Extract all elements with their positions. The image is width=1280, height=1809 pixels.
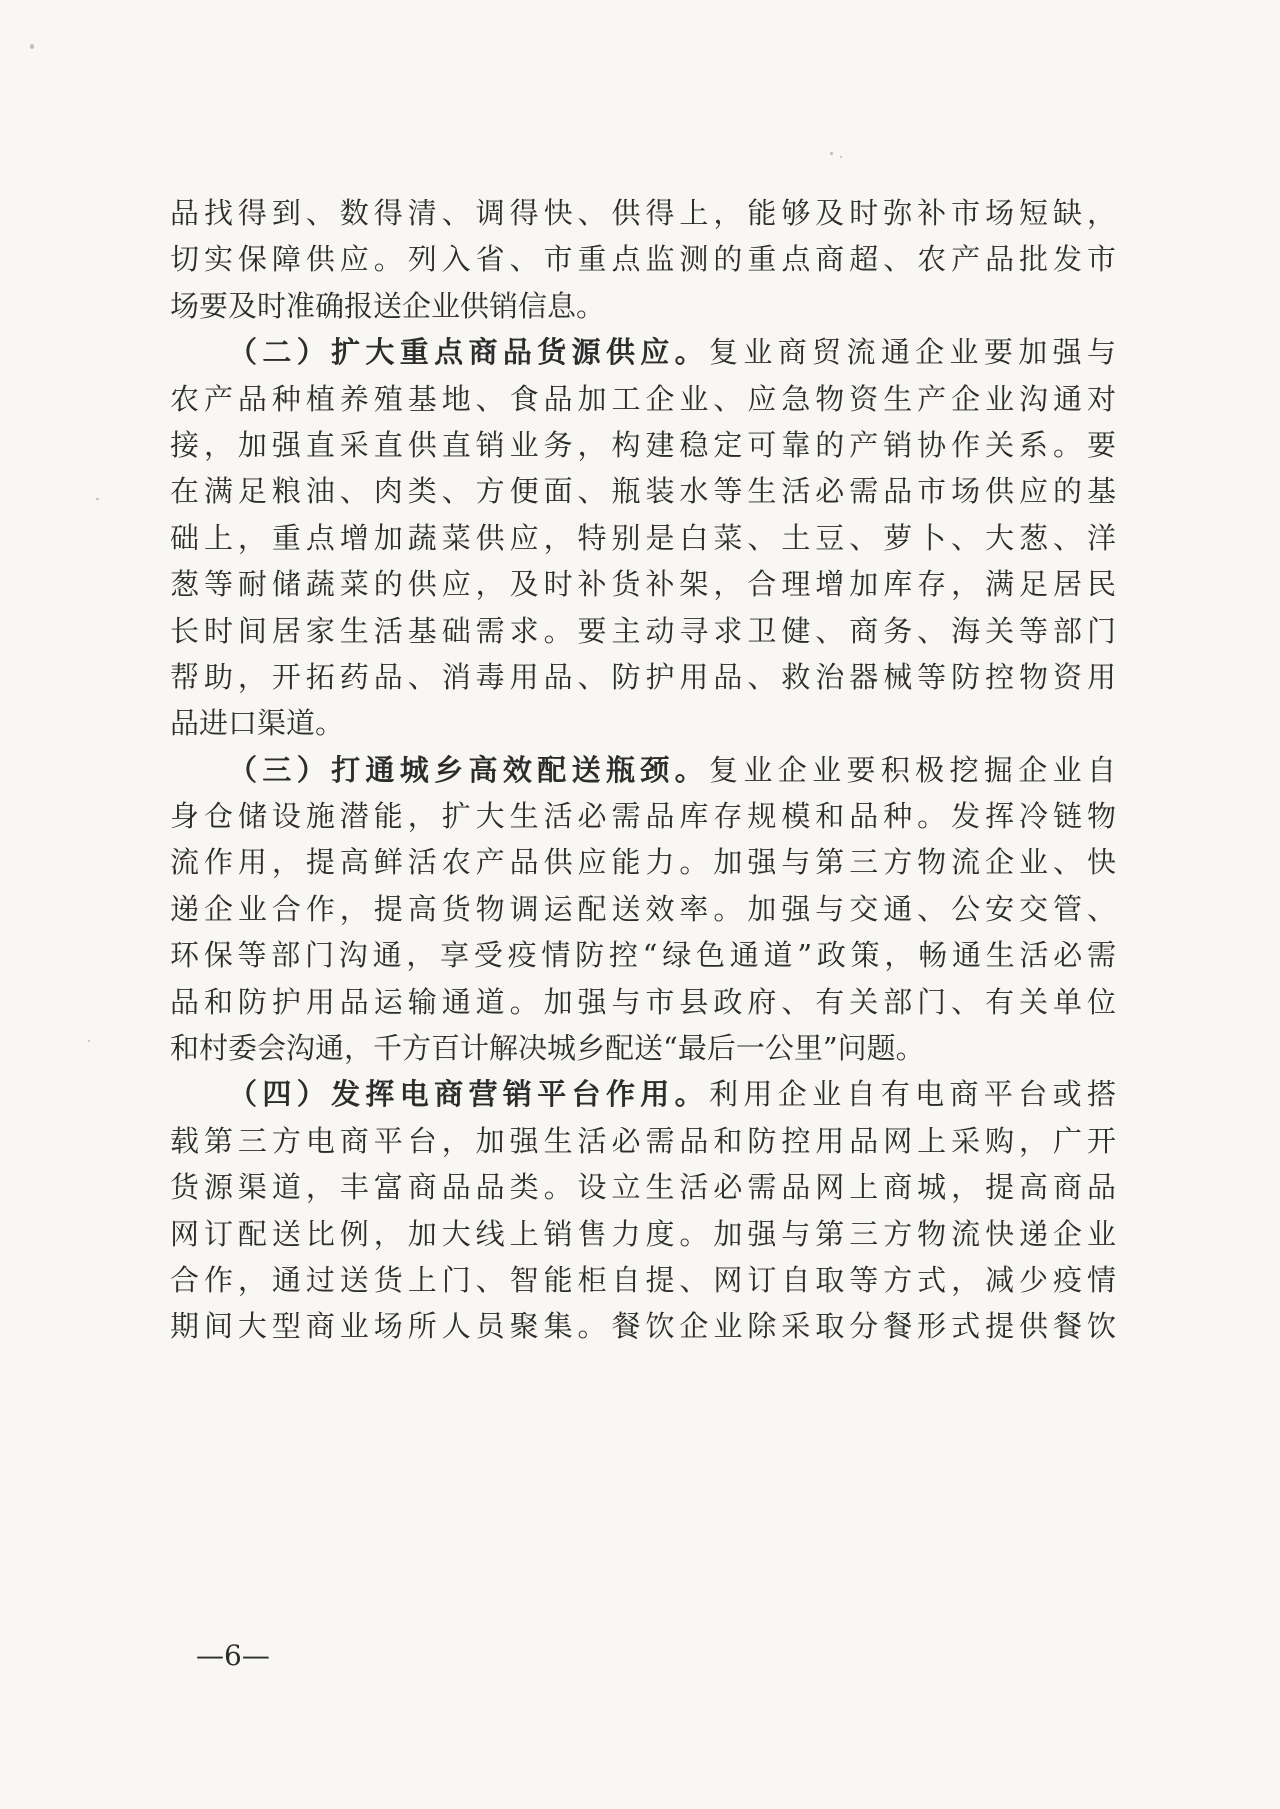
text-line: 货源渠道，丰富商品品类。设立生活必需品网上商城，提高商品 — [170, 1170, 1116, 1205]
text-line: 品和防护用品运输通道。加强与市县政府、有关部门、有关单位 — [170, 984, 1116, 1019]
section-heading-line: （二）扩大重点商品货源供应。复业商贸流通企业要加强与 — [228, 335, 1116, 370]
text-line: 身仓储设施潜能，扩大生活必需品库存规模和品种。发挥冷链物 — [170, 799, 1116, 834]
section-heading: （四）发挥电商营销平台作用。 — [228, 1077, 710, 1112]
text-line: 品找得到、数得清、调得快、供得上，能够及时弥补市场短缺， — [170, 196, 1116, 230]
scan-speck — [830, 152, 833, 155]
scan-speck — [96, 498, 99, 500]
text-line: 切实保障供应。列入省、市重点监测的重点商超、农产品批发市 — [170, 242, 1116, 277]
page-number: —6— — [196, 1639, 270, 1672]
text-line: 和村委会沟通，千方百计解决城乡配送“最后一公里”问题。 — [170, 1031, 925, 1066]
text-line: 品进口渠道。 — [170, 706, 345, 741]
section-heading: （二）扩大重点商品货源供应。 — [228, 335, 710, 370]
scan-speck — [840, 156, 842, 158]
text-line: 接，加强直采直供直销业务，构建稳定可靠的产销协作关系。要 — [170, 427, 1116, 462]
text-line: 流作用，提高鲜活农产品供应能力。加强与第三方物流企业、快 — [170, 845, 1116, 880]
text-line: 在满足粮油、肉类、方便面、瓶装水等生活必需品市场供应的基 — [170, 474, 1116, 509]
text-line: 础上，重点增加蔬菜供应，特别是白菜、土豆、萝卜、大葱、洋 — [170, 520, 1116, 555]
text-line: 网订配送比例，加大线上销售力度。加强与第三方物流快递企业 — [170, 1216, 1116, 1251]
text-line: 期间大型商业场所人员聚集。餐饮企业除采取分餐形式提供餐饮 — [170, 1309, 1116, 1344]
text-line: 场要及时准确报送企业供销信息。 — [170, 288, 606, 323]
text-line: 载第三方电商平台，加强生活必需品和防控用品网上采购，广开 — [170, 1123, 1116, 1158]
text-line: 环保等部门沟通，享受疫情防控“绿色通道”政策，畅通生活必需 — [170, 938, 1116, 973]
section-heading-line: （四）发挥电商营销平台作用。利用企业自有电商平台或搭 — [228, 1077, 1116, 1112]
document-body — [170, 190, 1116, 1350]
section-heading-line: （三）打通城乡高效配送瓶颈。复业企业要积极挖掘企业自 — [228, 752, 1116, 787]
section-heading: （三）打通城乡高效配送瓶颈。 — [228, 752, 710, 787]
text-line: 递企业合作，提高货物调运配送效率。加强与交通、公安交管、 — [170, 891, 1116, 926]
text-line: 葱等耐储蔬菜的供应，及时补货补架，合理增加库存，满足居民 — [170, 567, 1116, 602]
scan-speck — [30, 44, 34, 49]
text-line: 合作，通过送货上门、智能柜自提、网订自取等方式，减少疫情 — [170, 1262, 1116, 1297]
text-line: 帮助，开拓药品、消毒用品、防护用品、救治器械等防控物资用 — [170, 659, 1116, 694]
text-line: 农产品种植养殖基地、食品加工企业、应急物资生产企业沟通对 — [170, 381, 1116, 416]
scan-speck — [88, 1040, 90, 1042]
text-line: 长时间居家生活基础需求。要主动寻求卫健、商务、海关等部门 — [170, 613, 1116, 648]
